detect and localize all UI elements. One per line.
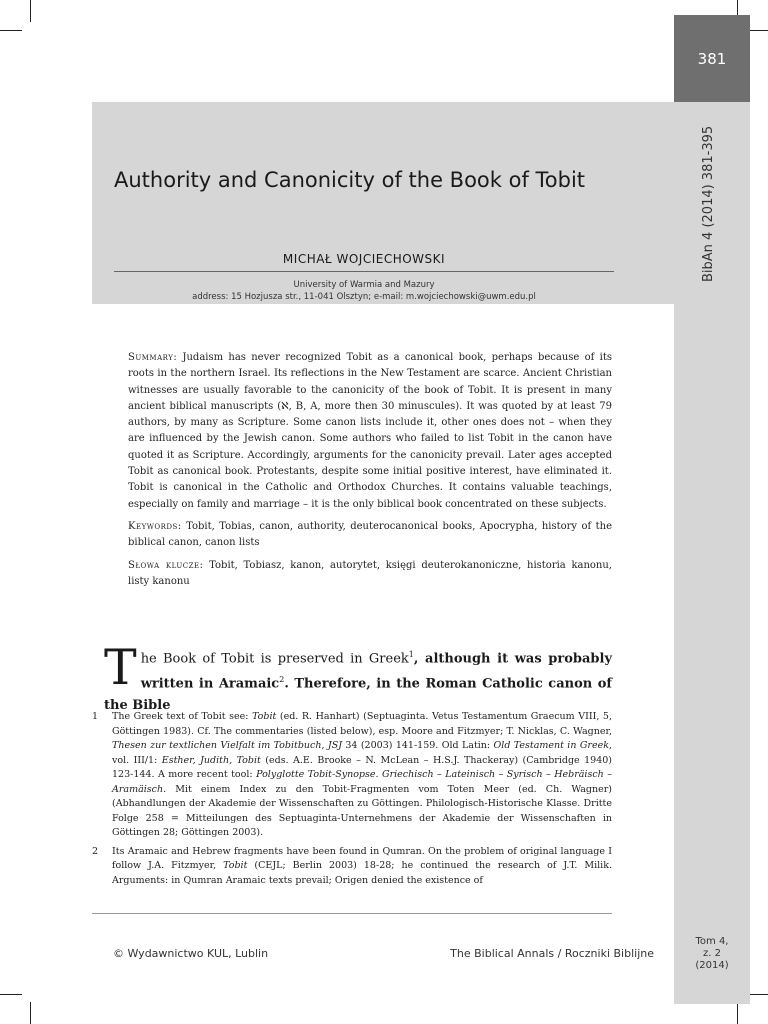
keywords-paragraph [128, 519, 612, 552]
footnote [92, 845, 612, 889]
body-text-bold: . Therefore, in the Roman Catholic canon of the Bible [104, 676, 612, 713]
crop-mark [737, 1002, 738, 1024]
volume-info [674, 936, 750, 972]
summary-label: Summary: [128, 352, 178, 363]
crop-mark [30, 0, 31, 22]
page-number: 381 [674, 15, 750, 102]
slowa-klucze-label: Słowa klucze: [128, 559, 204, 571]
crop-mark [0, 30, 22, 31]
footnote-number: 1 [92, 711, 99, 722]
body-text-bold: , although it was probably written in Aramaic [140, 651, 612, 692]
volume-tom: Tom 4, [695, 936, 729, 947]
article-title: Authority and Canonicity of the Book of Tobit [114, 168, 586, 192]
slowa-klucze-paragraph [128, 558, 612, 591]
drop-cap: T [104, 639, 137, 696]
affiliation-institution: University of Warmia and Mazury [293, 280, 435, 290]
summary-paragraph [128, 350, 612, 513]
footnote-ref[interactable]: 2 [279, 675, 285, 685]
body-text [104, 639, 612, 716]
affiliation-address: address: 15 Hozjusza str., 11-041 Olsztyn; e-mail: m.wojciechowski@uwm.edu.pl [192, 292, 536, 302]
body-text-part: he Book of Tobit is preserved in Greek [140, 651, 409, 667]
footnote-text: Its Aramaic and Hebrew fragments have been found in Qumran. On the problem of original language I follow J.A. Fitzmyer, Tobit (CEJL; Berlin 2003) 18-28; he continued the research of J.T. Milik. Arguments: in Qumran Aramaic texts prevail; Origen denied the existence of [112, 845, 613, 886]
footer-divider [92, 913, 612, 914]
crop-mark [30, 1002, 31, 1024]
author-name: MICHAŁ WOJCIECHOWSKI [282, 252, 446, 266]
volume-issue: z. 2 [703, 948, 721, 959]
abstract [128, 350, 612, 596]
keywords-text: Tobit, Tobias, canon, authority, deuterocanonical books, Apocrypha, history of the biblical canon, canon lists [128, 520, 612, 549]
footnote-number: 2 [92, 845, 99, 857]
slowa-klucze-text: Tobit, Tobiasz, kanon, autorytet, księgi deuterokanoniczne, historia kanonu, listy kanonu [128, 559, 612, 587]
publisher-credit: © Wydawnictwo KUL, Lublin [113, 947, 269, 960]
footnote-text: The Greek text of Tobit see: Tobit (ed. R. Hanhart) (Septuaginta. Vetus Testamentum Graecum VIII, 5, Göttingen 1983). Cf. The commentaries (listed below), esp. Moore and Fitzmyer; T. Nicklas, C. Wagner, Thesen zur textlichen Vielfalt im Tobitbuch, JSJ 34 (2003) 141-159. Old Latin: Old Testament in Greek, vol. III/1: Esther, Judith, Tobit (eds. A.E. Brooke – N. McLean – H.S.J. Thackeray) (Cambridge 1940) 123-144. A more recent tool: Polyglotte Tobit-Synopse. Griechisch – Lateinisch – Syrisch – Hebräisch – Aramäisch. Mit einem Index zu den Tobit-Fragmenten vom Toten Meer (ed. Ch. Wagner) (Abhandlungen der Akademie der Wissenschaften zu Göttingen. Philologisch-Historische Klasse. Dritte Folge 258 = Mitteilungen des Septuaginta-Unternehmens der Akademie der Wissenschaften in Göttingen 28; Göttingen 2003). [112, 711, 612, 838]
title-header-band [92, 102, 674, 304]
affiliation [114, 279, 614, 303]
volume-year: (2014) [695, 960, 729, 971]
author-divider [114, 271, 614, 272]
footnote [92, 710, 612, 841]
footnotes [92, 710, 612, 892]
summary-text: Judaism has never recognized Tobit as a canonical book, perhaps because of its roots in the northern Israel. Its reflections in the New Testament are scarce. Ancient Christian witnesses are usually favorable to the canonicity of the book of Tobit. It is present in many ancient biblical manuscripts (ℵ, B, A, more then 30 minuscules). It was quoted by at least 79 authors, by many as Scripture. Some canon lists include it, other ones does not – when they are influenced by the Jewish canon. Some authors who failed to list Tobit in the canon have quoted it as Scripture. Accordingly, arguments for the canonicity prevail. Later ages accepted Tobit as canonical book. Protestants, despite some initial positive interest, have eliminated it. Tobit is canonical in the Catholic and Orthodox Churches. It contains valuable teachings, especially on family and marriage – it is the only biblical book concentrated on these subjects. [128, 352, 612, 510]
keywords-label: Keywords: [128, 520, 182, 532]
journal-reference: BibAn 4 (2014) 381-395 [700, 125, 716, 282]
crop-mark [0, 994, 22, 995]
footnote-ref[interactable]: 1 [408, 650, 414, 659]
journal-name: The Biblical Annals / Roczniki Biblijne [450, 947, 654, 960]
